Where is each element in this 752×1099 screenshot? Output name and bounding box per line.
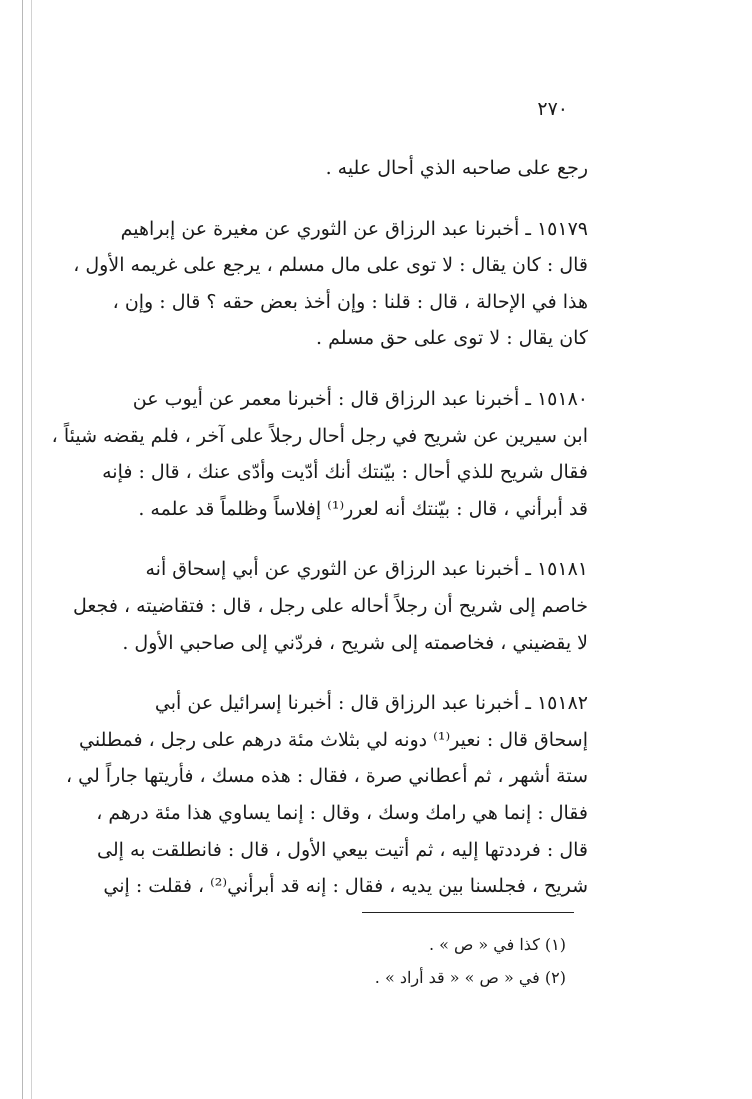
text-line: رجع على صاحبه الذي أحال عليه . <box>325 157 588 179</box>
binding-edge-line <box>22 0 23 1099</box>
footnote-2: (٢) في « ص » « قد أراد » . <box>374 968 566 987</box>
footnotes <box>300 928 566 994</box>
text-line: قال : فرددتها إليه ، ثم أتيت بيعي الأول ، قال : فانطلقت به إلى <box>97 838 588 861</box>
text-line: ١٥١٨٢ ـ أخبرنا عبد الرزاق قال : أخبرنا إسرائيل عن أبي <box>154 692 588 715</box>
text-line: ستة أشهر ، ثم أعطاني صرة ، فقال : هذه مسك ، فأريتها جاراً لي ، <box>65 765 588 788</box>
text-line: إسحاق قال : نعير⁽¹⁾ دونه لي بثلاث مئة درهم على رجل ، فمطلني <box>79 728 588 751</box>
text-line: لا يقضيني ، فخاصمته إلى شريح ، فردّني إلى صاحبي الأول . <box>122 631 588 654</box>
text-line: ١٥١٨١ ـ أخبرنا عبد الرزاق عن الثوري عن أبي إسحاق أنه <box>145 558 588 581</box>
text-line: كان يقال : لا توى على حق مسلم . <box>316 327 588 350</box>
hadith-15179 <box>48 211 588 357</box>
text-line: قال : كان يقال : لا توى على مال مسلم ، يرجع على غريمه الأول ، <box>73 254 588 277</box>
text-line: خاصم إلى شريح أن رجلاً أحاله على رجل ، قال : فتقاضيته ، فجعل <box>73 594 588 617</box>
binding-edge-line <box>31 0 32 1099</box>
text-line: شريح ، فجلسنا بين يديه ، فقال : إنه قد أبرأني⁽²⁾ ، فقلت : إني <box>103 875 588 898</box>
hadith-15181 <box>48 551 588 661</box>
footnote-divider <box>362 912 574 913</box>
page-number: ٢٧٠ <box>537 98 568 120</box>
hadith-15180 <box>48 381 588 527</box>
text-line: ابن سيرين عن شريح في رجل أحال رجلاً على آخر ، فلم يقضه شيئاً ، <box>51 424 588 447</box>
main-text <box>48 150 588 905</box>
hadith-15182 <box>48 685 588 905</box>
paragraph-continuation <box>48 150 588 187</box>
text-line: قد أبرأني ، قال : بيّنتك أنه لعرر⁽¹⁾ إفلاساً وظلماً قد علمه . <box>138 497 588 520</box>
text-line: فقال شريح للذي أحال : بيّنتك أنك أدّيت وأدّى عنك ، قال : فإنه <box>102 461 588 484</box>
footnote-1: (١) كذا في « ص » . <box>428 935 566 954</box>
text-line: ١٥١٨٠ ـ أخبرنا عبد الرزاق قال : أخبرنا معمر عن أيوب عن <box>132 387 588 410</box>
text-line: ١٥١٧٩ ـ أخبرنا عبد الرزاق عن الثوري عن مغيرة عن إبراهيم <box>120 217 588 240</box>
text-line: هذا في الإحالة ، قال : قلنا : وإن أخذ بعض حقه ؟ قال : وإن ، <box>112 290 588 313</box>
text-line: فقال : إنما هي رامك وسك ، وقال : إنما يساوي هذا مئة درهم ، <box>96 801 588 824</box>
